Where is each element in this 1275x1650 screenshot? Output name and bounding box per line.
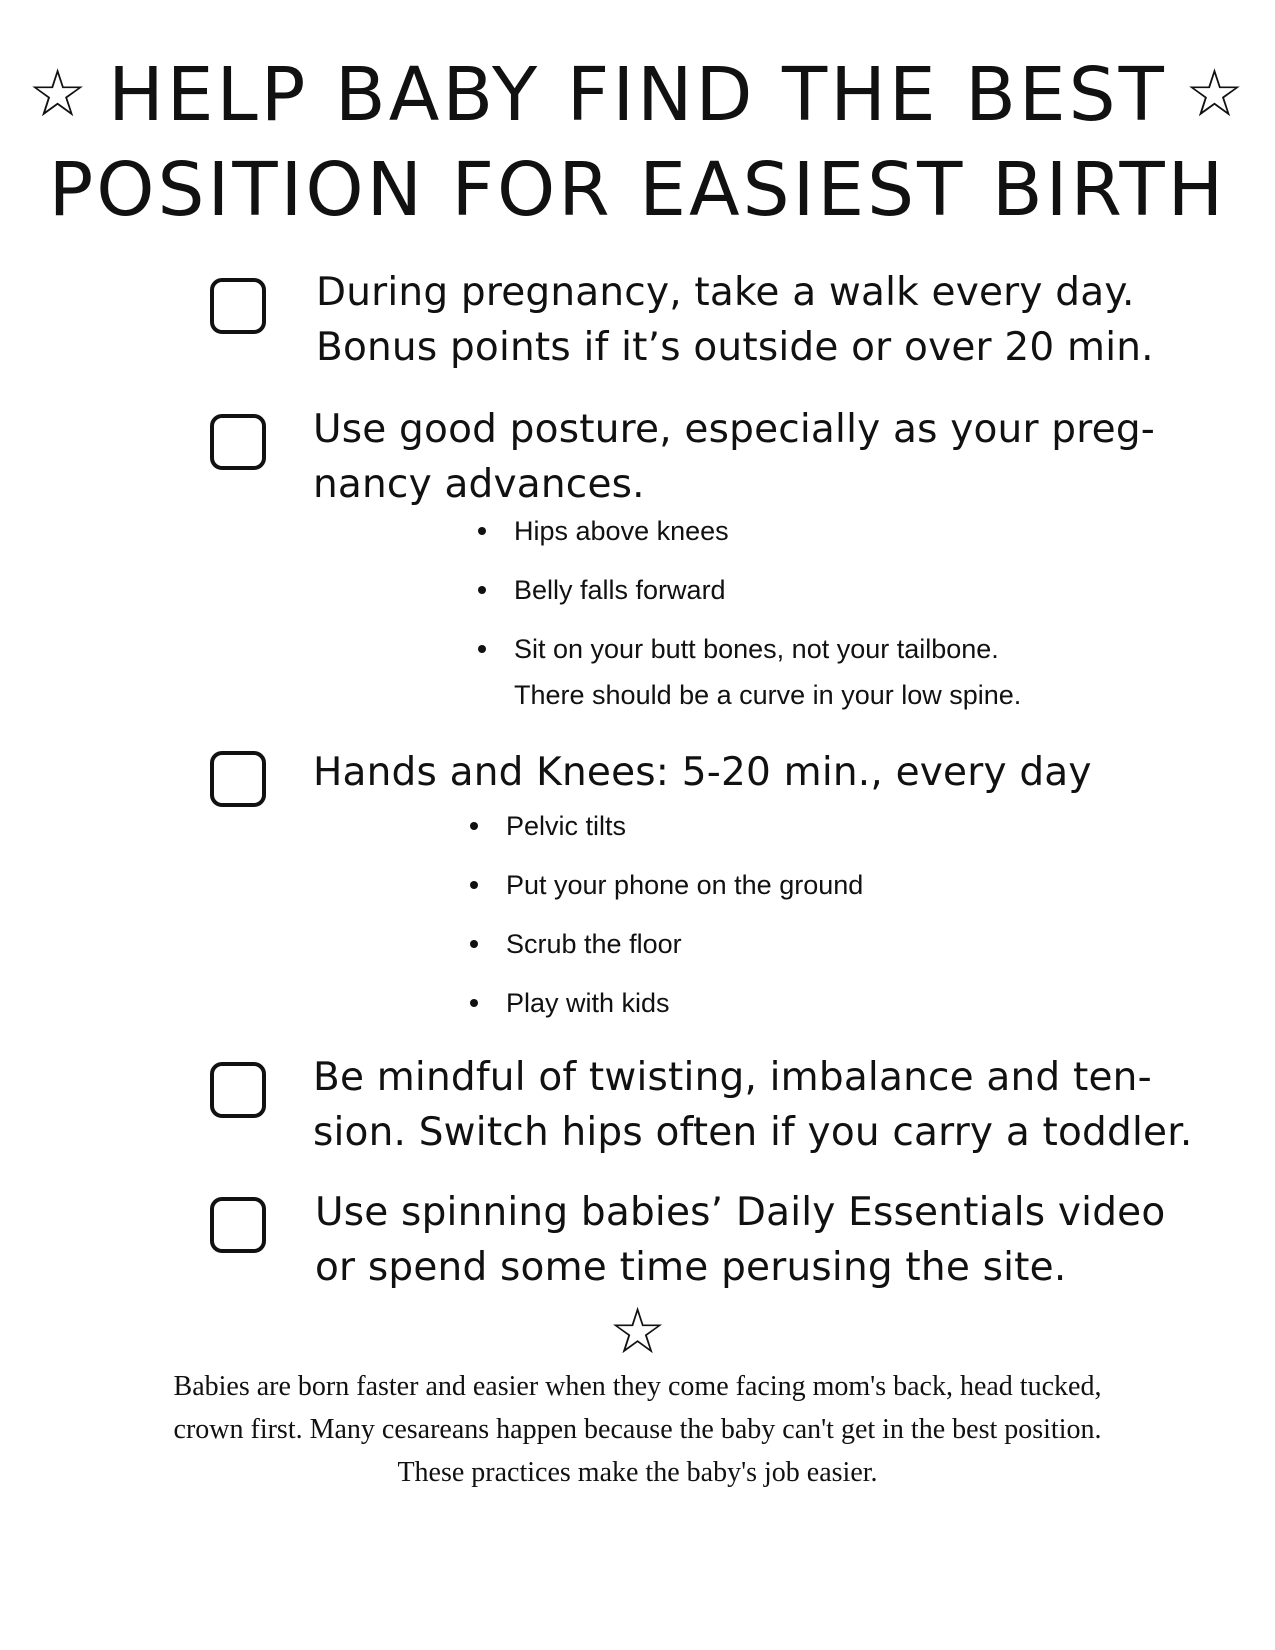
bullet-text: Play with kids (506, 988, 670, 1018)
title-text-line-1: HELP BABY FIND THE BEST (108, 52, 1167, 138)
item-line: Be mindful of twisting, imbalance and ten- (313, 1055, 1152, 1100)
bullet-icon (470, 881, 478, 889)
item-good-posture (313, 402, 1155, 512)
checkbox-hands-and-knees[interactable] (210, 751, 266, 807)
list-item (478, 567, 1021, 613)
bullet-icon (470, 940, 478, 948)
item-spinning-babies (315, 1185, 1165, 1295)
bullet-icon (478, 586, 486, 594)
bullet-text: Pelvic tilts (506, 811, 627, 841)
item-line: Use good posture, especially as your preg- (313, 407, 1156, 452)
item-line: or spend some time perusing the site. (315, 1245, 1067, 1290)
item-line: sion. Switch hips often if you carry a toddler. (313, 1110, 1193, 1155)
page-title-line-2 (0, 147, 1275, 233)
footer-note (0, 1365, 1275, 1494)
list-item (470, 980, 863, 1026)
item-line: During pregnancy, take a walk every day. (316, 270, 1135, 315)
bullet-icon (470, 822, 478, 830)
item-mindful-twisting (313, 1050, 1192, 1160)
list-item (478, 508, 1021, 554)
bullet-text: Hips above knees (514, 516, 729, 546)
bullet-text: Scrub the floor (506, 929, 682, 959)
title-text-line-2: POSITION FOR EASIEST BIRTH (48, 147, 1227, 233)
footer-line: Babies are born faster and easier when they come facing mom's back, head tucked, (173, 1371, 1102, 1402)
bullet-text: Put your phone on the ground (506, 870, 864, 900)
footer-line: These practices make the baby's job easier. (397, 1457, 878, 1488)
bullet-icon (478, 645, 486, 653)
bullet-text-continued: There should be a curve in your low spine. (514, 680, 1022, 710)
bullet-icon (478, 527, 486, 535)
page-title-line-1 (0, 52, 1275, 138)
item-line: nancy advances. (313, 462, 645, 507)
item-walk-daily (316, 265, 1154, 375)
checkbox-mindful-twisting[interactable] (210, 1062, 266, 1118)
list-item (470, 921, 863, 967)
list-item (470, 803, 863, 849)
star-icon: ☆ (27, 55, 91, 132)
bullet-icon (470, 999, 478, 1007)
star-icon: ☆ (608, 1295, 667, 1369)
list-item (470, 862, 863, 908)
footer-line: crown first. Many cesareans happen because the baby can't get in the best position. (173, 1414, 1102, 1445)
list-item (478, 626, 1021, 718)
checkbox-good-posture[interactable] (210, 414, 266, 470)
posture-bullet-list (478, 508, 1021, 731)
item-line: Use spinning babies’ Daily Essentials video (315, 1190, 1166, 1235)
item-line: Hands and Knees: 5-20 min., every day (313, 750, 1092, 795)
item-line: Bonus points if it’s outside or over 20 min. (316, 325, 1154, 370)
star-icon: ☆ (1184, 55, 1248, 132)
checkbox-spinning-babies[interactable] (210, 1197, 266, 1253)
bullet-text: Belly falls forward (514, 575, 726, 605)
item-hands-and-knees (313, 745, 1092, 800)
bullet-text: Sit on your butt bones, not your tailbone. (514, 634, 999, 664)
checkbox-walk-daily[interactable] (210, 278, 266, 334)
hands-knees-bullet-list (470, 803, 863, 1039)
